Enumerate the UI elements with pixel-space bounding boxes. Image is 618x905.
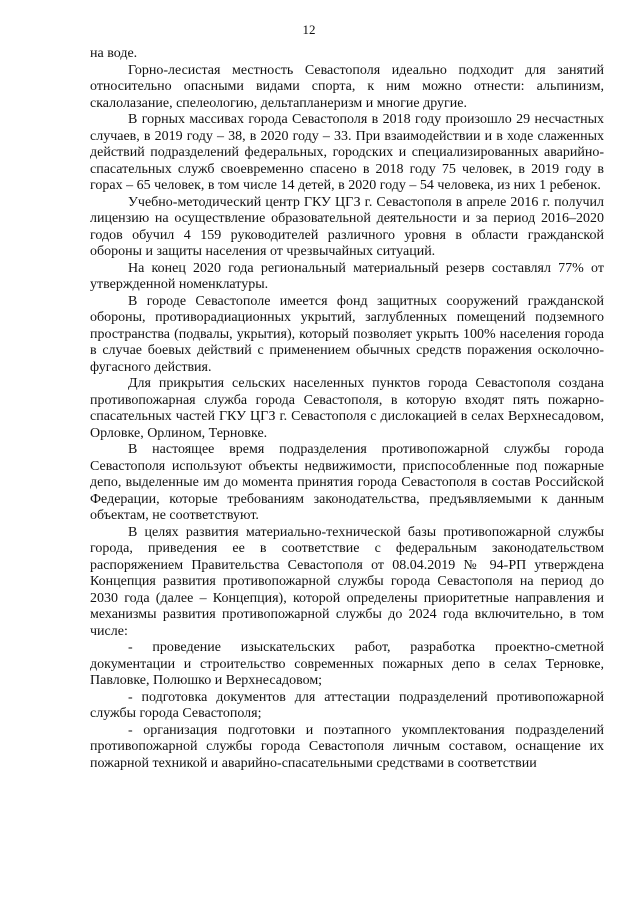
paragraph: Горно-лесистая местность Севастополя идеально подходит для занятий относительно опасными видами спорта, к ним можно отнести: альпинизм, скалолазание, спелеологию, дельтапланеризм и многие другие. — [90, 62, 604, 111]
paragraph: В настоящее время подразделения противопожарной службы города Севастополя используют объекты недвижимости, приспособленные под пожарные депо, выделенные им до момента принятия города Севастополя в состав Российской Федерации, которые требованиям законодательства, предъявляемыми к данным объектам, не соответствуют. — [90, 442, 604, 523]
paragraph: На конец 2020 года региональный материальный резерв составлял 77% от утвержденной номенклатуры. — [90, 260, 604, 292]
paragraph: Учебно-методический центр ГКУ ЦГЗ г. Севастополя в апреле 2016 г. получил лицензию на осуществление образовательной деятельности и за период 2016–2020 годов обучил 4 159 руководителей различного уровня в области гражданской обороны и защиты населения от чрезвычайных ситуаций. — [90, 194, 604, 259]
page-number: 12 — [302, 22, 316, 37]
paragraph: Для прикрытия сельских населенных пунктов города Севастополя создана противопожарная служба города Севастополя, в которую входят пять пожарно-спасательных частей ГКУ ЦГЗ г. Севастополя с дислокацией в селах Верхнесадовом, Орловке, Орлином, Терновке. — [90, 376, 604, 441]
list-item: - организация подготовки и поэтапного укомплектования подразделений противопожарной службы города Севастополя личным составом, оснащение их пожарной техникой и аварийно-спасательными средствами в соответствии — [90, 722, 604, 771]
list-item: - проведение изыскательских работ, разработка проектно-сметной документации и строительство современных пожарных депо в селах Терновке, Павловке, Полюшко и Верхнесадовом; — [90, 640, 604, 688]
paragraph: на воде. — [90, 46, 138, 61]
body-text — [90, 46, 604, 772]
paragraph: В городе Севастополе имеется фонд защитных сооружений гражданской обороны, противорадиационных укрытий, заглубленных помещений подземного пространства (подвалы, укрытия), который позволяет укрыть 100% населения города в случае боевых действий с применением обычных средств поражения осколочно-фугасного действия. — [90, 293, 604, 375]
list-item: - подготовка документов для аттестации подразделений противопожарной службы города Севастополя; — [90, 689, 604, 721]
paragraph: В горных массивах города Севастополя в 2018 году произошло 29 несчастных случаев, в 2019 году – 38, в 2020 году – 33. При взаимодействии и в ходе слаженных действий подразделений федеральных, городских и специализированных аварийно-спасательных служб своевременно спасено в 2018 году 75 человек, в 2019 году в горах – 65 человек, в том числе 14 детей, в 2020 году – 54 человека, из них 1 ребенок. — [90, 112, 604, 193]
paragraph: В целях развития материально-технической базы противопожарной службы города, приведения ее в соответствие с федеральным законодательством распоряжением Правительства Севастополя от 08.04.2019 № 94-РП утверждена Концепция развития противопожарной службы города Севастополя на период до 2030 года (далее – Концепция), которой определены приоритетные направления и механизмы развития противопожарной службы до 2024 года включительно, в том числе: — [90, 524, 604, 639]
